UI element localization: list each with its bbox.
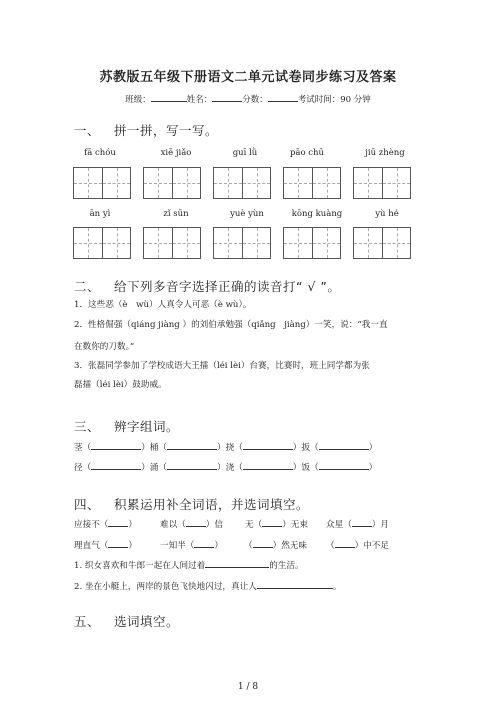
idiom-1-a: 应接不（ (74, 520, 109, 530)
q3-r1-t2: ）挠（ (217, 443, 243, 453)
class-label: 班级： (125, 95, 151, 105)
idiom-8-blank[interactable] (335, 539, 355, 548)
q3-r2-t0: 径（ (74, 463, 92, 473)
idiom-7-blank[interactable] (253, 539, 273, 548)
pinyin-8: yuè yùn (230, 209, 264, 219)
section-2-number: 二、 (74, 279, 101, 294)
section-1-heading (74, 121, 218, 139)
idiom-2-blank[interactable] (186, 518, 206, 527)
idiom-4-b: ）月 (371, 520, 389, 530)
idiom-4 (326, 518, 389, 531)
section-5-number: 五、 (74, 614, 101, 629)
score-blank[interactable] (268, 92, 298, 102)
q4-sentence-1 (74, 559, 304, 572)
q2-line-1: 1．这些恶（è wù）人真令人可恶（è wù）。 (74, 300, 252, 310)
time-label: 考试时间：90 分钟 (297, 95, 371, 105)
idiom-5 (74, 539, 137, 552)
idiom-2-b: ）信 (205, 520, 223, 530)
tianzige-box-6[interactable] (73, 227, 131, 259)
idiom-1-b: ） (128, 520, 137, 530)
q4-s1-end: 的生活。 (269, 561, 304, 571)
q3-r1-blank-2[interactable] (167, 441, 217, 450)
q4-s2-blank[interactable] (257, 580, 333, 589)
q4-s2-text: 2. 坐在小艇上，两岸的景色飞快地闪过，真让人 (74, 582, 257, 592)
idiom-3-b: ）无束 (282, 520, 308, 530)
q3-r1-t1: ）桶（ (141, 443, 167, 453)
q2-line-3: 3．张磊同学参加了学校成语大王擂（léi lèi）台赛，比赛时，班上同学都为张 (74, 361, 370, 371)
q4-s1-blank[interactable] (205, 559, 269, 568)
section-5-heading (74, 612, 179, 630)
q3-r1-t4: ） (368, 443, 378, 453)
idiom-7-a: （ (244, 541, 253, 551)
name-label: 姓名： (186, 95, 213, 105)
q2-line-3b: 磊擂（léi lèi）鼓助威。 (74, 380, 167, 390)
pinyin-5: jiū zhèng (365, 148, 405, 158)
q3-r1-blank-4[interactable] (319, 441, 369, 450)
idiom-8-a: （ (326, 541, 335, 551)
section-1-label: 拼一拼，写一写。 (114, 123, 219, 138)
student-info-line (0, 92, 496, 105)
pinyin-2: xiē jiǎo (160, 148, 192, 158)
section-3-label: 辨字组词。 (114, 419, 180, 434)
score-label: 分数： (242, 95, 268, 105)
section-3-heading (74, 417, 179, 435)
idiom-2 (160, 518, 223, 531)
section-1-number: 一、 (74, 123, 101, 138)
name-blank[interactable] (212, 92, 242, 102)
idiom-3-blank[interactable] (262, 518, 282, 527)
q3-row-1 (74, 441, 377, 454)
page-number: 1 / 8 (237, 682, 259, 692)
q3-r2-t2: ）浇（ (217, 463, 243, 473)
idiom-6 (160, 539, 223, 552)
pinyin-3: guī lǜ (232, 148, 258, 158)
tianzige-box-7[interactable] (143, 227, 201, 259)
section-4-heading (74, 495, 309, 513)
q2-line-2b: 在数你的刀数。” (74, 342, 135, 352)
idiom-7-b: ）然无味 (272, 541, 307, 551)
section-5-label: 选词填空。 (114, 614, 180, 629)
q2-line-2: 2．性格倔强（qiáng jiàng ）的刘伯承勉强（qiǎng jiàng）一笑，说：“我一直 (74, 320, 388, 330)
q3-r2-t1: ）涌（ (141, 463, 167, 473)
section-3-number: 三、 (74, 419, 101, 434)
pinyin-4: pāo chū (289, 148, 325, 158)
q3-r2-blank-4[interactable] (319, 461, 369, 470)
q4-sentence-2 (74, 580, 341, 593)
idiom-1-blank[interactable] (108, 518, 128, 527)
class-blank[interactable] (151, 92, 187, 102)
tianzige-box-5[interactable] (353, 167, 411, 199)
q4-s2-end: 。 (332, 582, 342, 592)
section-2-heading (74, 277, 340, 295)
idiom-3 (245, 518, 308, 531)
idiom-8-b: ）中不足 (354, 541, 389, 551)
idiom-6-a: 一知半（ (160, 541, 195, 551)
section-4-number: 四、 (74, 497, 101, 512)
q3-r2-blank-3[interactable] (243, 461, 293, 470)
idiom-5-a: 理直气（ (74, 541, 109, 551)
tianzige-box-3[interactable] (213, 167, 271, 199)
idiom-4-blank[interactable] (352, 518, 372, 527)
pinyin-6: ān yì (89, 209, 111, 219)
pinyin-1: fā chóu (84, 148, 116, 158)
idiom-5-blank[interactable] (108, 539, 128, 548)
q3-r2-blank-2[interactable] (167, 461, 217, 470)
tianzige-box-1[interactable] (73, 167, 131, 199)
pinyin-7: zǐ sūn (163, 209, 189, 219)
q4-s1-text: 1. 织女喜欢和牛郎一起在人间过着 (74, 561, 206, 571)
q3-r1-blank-3[interactable] (243, 441, 293, 450)
idiom-8 (326, 539, 389, 552)
idiom-1 (74, 518, 137, 531)
idiom-6-b: ） (214, 541, 223, 551)
idiom-6-blank[interactable] (194, 539, 214, 548)
q3-r2-blank-1[interactable] (91, 461, 141, 470)
q3-r1-blank-1[interactable] (91, 441, 141, 450)
q3-r1-t0: 茎（ (74, 443, 92, 453)
idiom-4-a: 众星（ (326, 520, 352, 530)
q3-r2-t3: ）饭（ (292, 463, 319, 473)
idiom-2-a: 难以（ (160, 520, 186, 530)
idiom-7 (244, 539, 307, 552)
idiom-5-b: ） (128, 541, 137, 551)
tianzige-box-2[interactable] (143, 167, 201, 199)
tianzige-box-10[interactable] (353, 227, 411, 259)
q3-r2-t4: ） (368, 463, 378, 473)
idiom-3-a: 无（ (245, 520, 263, 530)
tianzige-box-9[interactable] (283, 227, 341, 259)
q3-row-2 (74, 461, 377, 474)
tianzige-box-8[interactable] (213, 227, 271, 259)
tianzige-box-4[interactable] (283, 167, 341, 199)
document-title: 苏教版五年级下册语文二单元试卷同步练习及答案 (99, 70, 397, 85)
section-2-label: 给下列多音字选择正确的读音打“ √ ”。 (114, 279, 341, 294)
section-4-label: 积累运用补全词语，并选词填空。 (114, 497, 310, 512)
pinyin-10: yù hé (375, 209, 399, 219)
pinyin-9: kōng kuàng (291, 209, 343, 219)
q3-r1-t3: ）扳（ (292, 443, 319, 453)
